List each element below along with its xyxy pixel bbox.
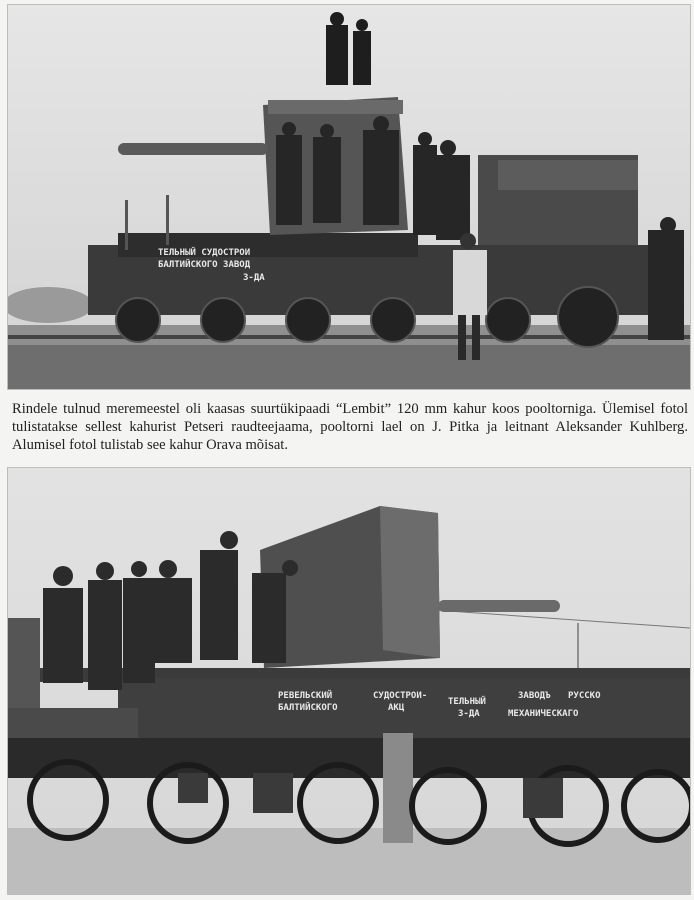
photo-bottom-illustration [8,468,690,894]
stencil-word-7: РУССКО [568,691,601,701]
stencil-line-3: З-ДА [243,273,265,283]
stencil-word-3: СУДОСТРОИ- [373,691,428,701]
stencil-line-1: ТЕЛЬНЫЙ СУДОСТРОИ [158,248,251,258]
stencil-word-4: АКЦ [388,703,405,713]
photo-bottom-railway-gun [7,467,691,895]
stencil-line-2: БАЛТИЙСКОГО ЗАВОД [158,260,251,270]
photo-caption: Rindele tulnud meremeestel oli kaasas suurtükipaadi “Lembit” 120 mm kahur koos pooltorniga. Ülemisel fotol tulistatakse sellest kahurist Petseri raudteejaama, pooltorni lael on J. Pitka ja leitnant Aleksander Kuhlberg. Alumisel fotol tulistab see kahur Orava mõisat. [12,401,688,453]
stencil-word-5: ТЕЛЬНЫЙ [448,697,486,707]
stencil-word-2: БАЛТИЙСКОГО [278,703,338,713]
stencil-word-6: ЗАВОДЪ [518,691,551,701]
stencil-word-8: З-ДА [458,709,480,719]
photo-top-railway-gun [7,4,691,390]
photo-top-illustration [8,5,690,389]
stencil-word-9: МЕХАНИЧЕСКАГО [508,709,579,719]
stencil-word-1: РЕВЕЛЬСКИЙ [278,691,333,701]
